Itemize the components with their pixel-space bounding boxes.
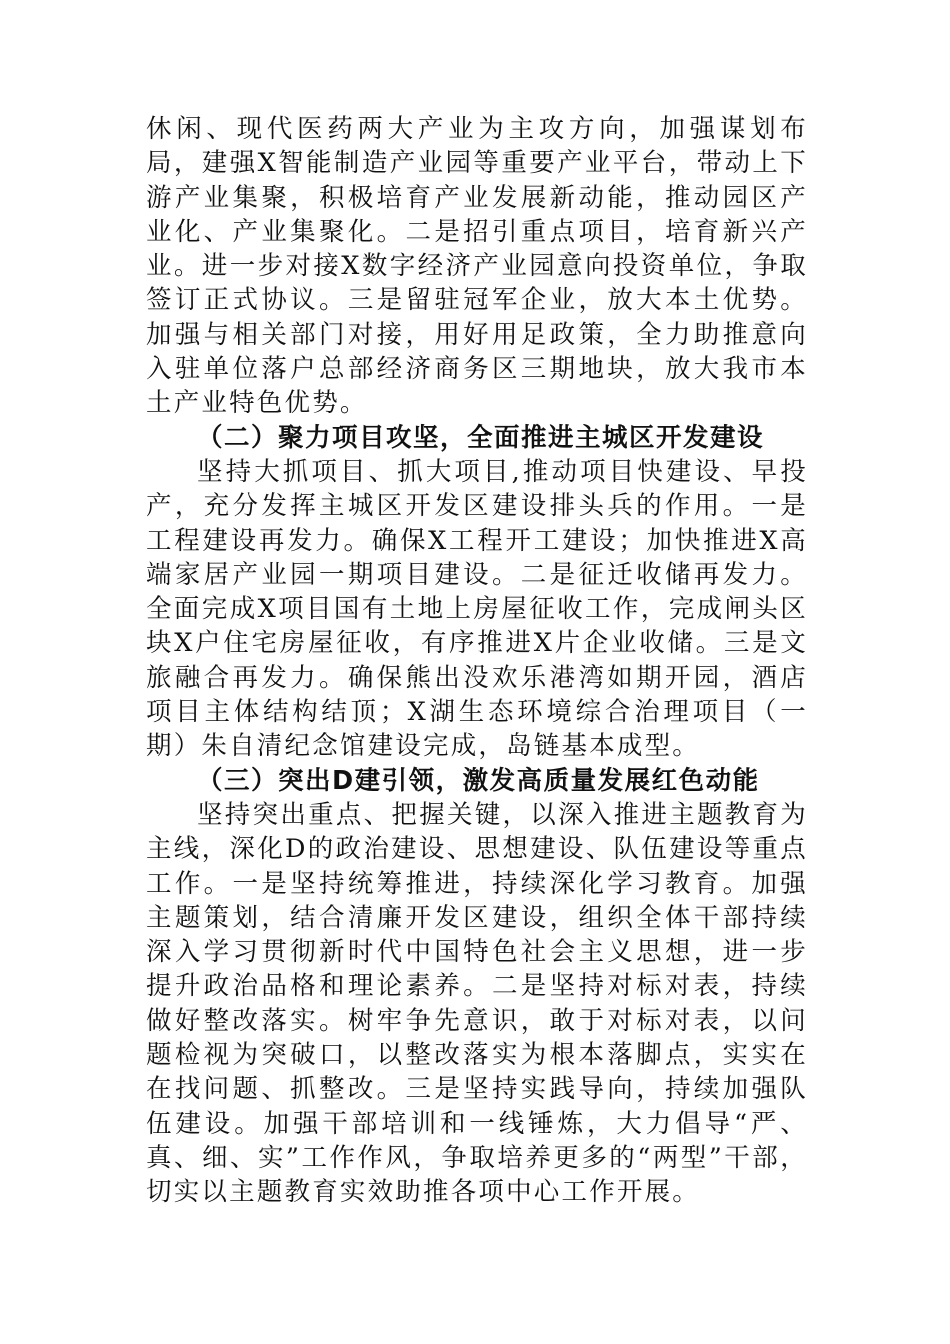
- paragraph-section-2: 坚持大抓项目、抓大项目,推动项目快建设、早投产，充分发挥主城区开发区建设排头兵的作用。一是工程建设再发力。确保X工程开工建设；加快推进X高端家居产业园一期项目建设。二是征迁收储再发力。全面完成X项目国有土地上房屋征收工作，完成闸头区块X户住宅房屋征收，有序推进X片企业收储。三是文旅融合再发力。确保熊出没欢乐港湾如期开园，酒店项目主体结构结顶；X湖生态环境综合治理项目（一期）朱自清纪念馆建设完成，岛链基本成型。: [146, 456, 808, 762]
- paragraph-section-3: 坚持突出重点、把握关键，以深入推进主题教育为主线，深化D的政治建设、思想建设、队伍建设等重点工作。一是坚持统筹推进，持续深化学习教育。加强主题策划，结合清廉开发区建设，组织全体干部持续深入学习贯彻新时代中国特色社会主义思想，进一步提升政治品格和理论素养。二是坚持对标对表，持续做好整改落实。树牢争先意识，敢于对标对表，以问题检视为突破口，以整改落实为根本落脚点，实实在在找问题、抓整改。三是坚持实践导向，持续加强队伍建设。加强干部培训和一线锤炼，大力倡导“严、真、细、实”工作作风，争取培养更多的“两型”干部，切实以主题教育实效助推各项中心工作开展。: [146, 799, 808, 1208]
- document-page: [146, 112, 808, 1210]
- paragraph-continuation: 休闲、现代医药两大产业为主攻方向，加强谋划布局，建强X智能制造产业园等重要产业平台，带动上下游产业集聚，积极培育产业发展新动能，推动园区产业化、产业集聚化。二是招引重点项目，培育新兴产业。进一步对接X数字经济产业园意向投资单位，争取签订正式协议。三是留驻冠军企业，放大本土优势。加强与相关部门对接，用好用足政策，全力助推意向入驻单位落户总部经济商务区三期地块，放大我市本土产业特色优势。: [146, 114, 808, 419]
- section-heading-2: （二）聚力项目攻坚，全面推进主城区开发建设: [197, 422, 765, 453]
- section-heading-3: （三）突出D建引领，激发高质量发展红色动能: [197, 765, 760, 796]
